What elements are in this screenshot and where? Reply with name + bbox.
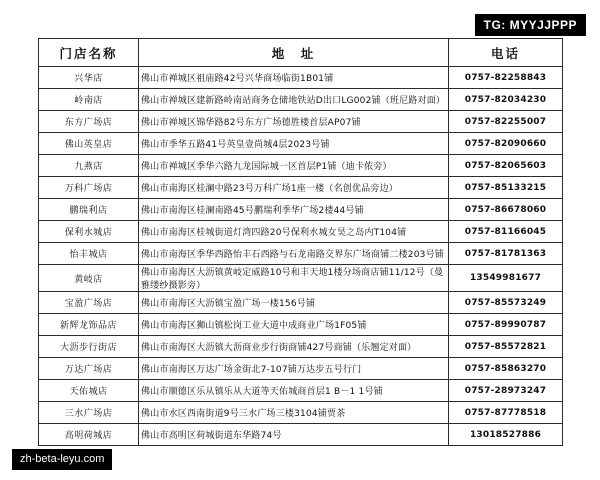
cell-store-name: 佛山英皇店 — [39, 133, 139, 155]
cell-address: 佛山市季华五路41号英皇壹尚城4层2023号铺 — [139, 133, 449, 155]
cell-store-name: 东方广场店 — [39, 111, 139, 133]
cell-address: 佛山市南海区狮山镇松岗工业大道中成商业广场1F05铺 — [139, 314, 449, 336]
table-header-row — [39, 39, 563, 67]
telegram-watermark: TG: MYYJJPPP — [475, 14, 586, 36]
cell-store-name: 三水广场店 — [39, 402, 139, 424]
cell-address: 佛山市南海区桂城街道灯湾四路20号保利水城女昊之岛内T104铺 — [139, 221, 449, 243]
table-row — [39, 133, 563, 155]
cell-address: 佛山市禅城区锦华路82号东方广场德胜楼首层AP07铺 — [139, 111, 449, 133]
cell-phone: 0757-85572821 — [449, 336, 563, 358]
table-row — [39, 243, 563, 265]
cell-address: 佛山市南海区大沥镇宝盈广场一楼156号铺 — [139, 292, 449, 314]
cell-store-name: 怡丰城店 — [39, 243, 139, 265]
table-row — [39, 199, 563, 221]
table-row — [39, 402, 563, 424]
cell-phone: 0757-81166045 — [449, 221, 563, 243]
cell-phone: 0757-81781363 — [449, 243, 563, 265]
table-header — [39, 39, 563, 67]
table-row — [39, 111, 563, 133]
table-row — [39, 177, 563, 199]
cell-store-name: 宝盈广场店 — [39, 292, 139, 314]
table-row — [39, 155, 563, 177]
cell-phone: 13549981677 — [449, 265, 563, 292]
cell-store-name: 大沥步行街店 — [39, 336, 139, 358]
cell-store-name: 兴华店 — [39, 67, 139, 89]
cell-phone: 0757-82255007 — [449, 111, 563, 133]
table-row — [39, 314, 563, 336]
cell-phone: 0757-85573249 — [449, 292, 563, 314]
cell-store-name: 九燕店 — [39, 155, 139, 177]
table-row — [39, 67, 563, 89]
table-row — [39, 221, 563, 243]
cell-store-name: 保利水城店 — [39, 221, 139, 243]
cell-address: 佛山市南海区桂澜中路23号万科广场1座一楼（名创优品旁边） — [139, 177, 449, 199]
cell-address: 佛山市顺德区乐从镇乐从大道等天佑城商首层1 B－1 1号铺 — [139, 380, 449, 402]
cell-phone: 0757-87778518 — [449, 402, 563, 424]
cell-store-name: 高明荷城店 — [39, 424, 139, 446]
cell-phone: 0757-85863270 — [449, 358, 563, 380]
cell-address: 佛山市水区西南街道9号三水广场三楼3104铺贾茶 — [139, 402, 449, 424]
cell-address: 佛山市禅城区祖庙路42号兴华商场临街1B01铺 — [139, 67, 449, 89]
cell-phone: 13018527886 — [449, 424, 563, 446]
table-row — [39, 424, 563, 446]
cell-store-name: 新辉龙饰品店 — [39, 314, 139, 336]
column-header-store-name: 门店名称 — [39, 39, 139, 67]
cell-phone: 0757-28973247 — [449, 380, 563, 402]
store-list-table — [38, 38, 563, 446]
cell-phone: 0757-85133215 — [449, 177, 563, 199]
cell-phone: 0757-82065603 — [449, 155, 563, 177]
table-row — [39, 380, 563, 402]
cell-store-name: 鹏瑞利店 — [39, 199, 139, 221]
column-header-phone: 电话 — [449, 39, 563, 67]
cell-address: 佛山市南海区大沥镇黄岐定威路10号和丰天地1楼分场商店铺11/12号（曼雅缕纱摄影旁） — [139, 265, 449, 292]
cell-phone: 0757-82258843 — [449, 67, 563, 89]
cell-phone: 0757-82090660 — [449, 133, 563, 155]
cell-phone: 0757-82034230 — [449, 89, 563, 111]
store-list-table-wrapper — [38, 38, 562, 446]
cell-address: 佛山市南海区万达广场金街北7-107铺万达步五号行门 — [139, 358, 449, 380]
table-row — [39, 89, 563, 111]
column-header-address: 地 址 — [139, 39, 449, 67]
cell-store-name: 天佑城店 — [39, 380, 139, 402]
table-body — [39, 67, 563, 446]
cell-phone: 0757-86678060 — [449, 199, 563, 221]
table-row — [39, 336, 563, 358]
table-row — [39, 265, 563, 292]
cell-store-name: 黄岐店 — [39, 265, 139, 292]
cell-address: 佛山市南海区桂澜南路45号鹏瑞利季华广场2楼44号铺 — [139, 199, 449, 221]
cell-address: 佛山市禅城区建新路岭南站商务仓储地铁站D出口LG002铺（班尼路对面） — [139, 89, 449, 111]
cell-address: 佛山市南海区季华西路怡丰石西路与石龙南路交界东广场商铺二楼203号铺 — [139, 243, 449, 265]
cell-address: 佛山市南海区大沥镇大沥商业步行街商铺427号商铺（乐翘定对面） — [139, 336, 449, 358]
cell-address: 佛山市高明区荷城街道东华路74号 — [139, 424, 449, 446]
cell-address: 佛山市禅城区季华六路九龙国际城一区首层P1铺（迪卡侬旁） — [139, 155, 449, 177]
table-row — [39, 358, 563, 380]
cell-store-name: 万科广场店 — [39, 177, 139, 199]
cell-store-name: 万达广场店 — [39, 358, 139, 380]
cell-phone: 0757-89990787 — [449, 314, 563, 336]
site-watermark: zh-beta-leyu.com — [12, 449, 112, 470]
table-row — [39, 292, 563, 314]
cell-store-name: 岭南店 — [39, 89, 139, 111]
